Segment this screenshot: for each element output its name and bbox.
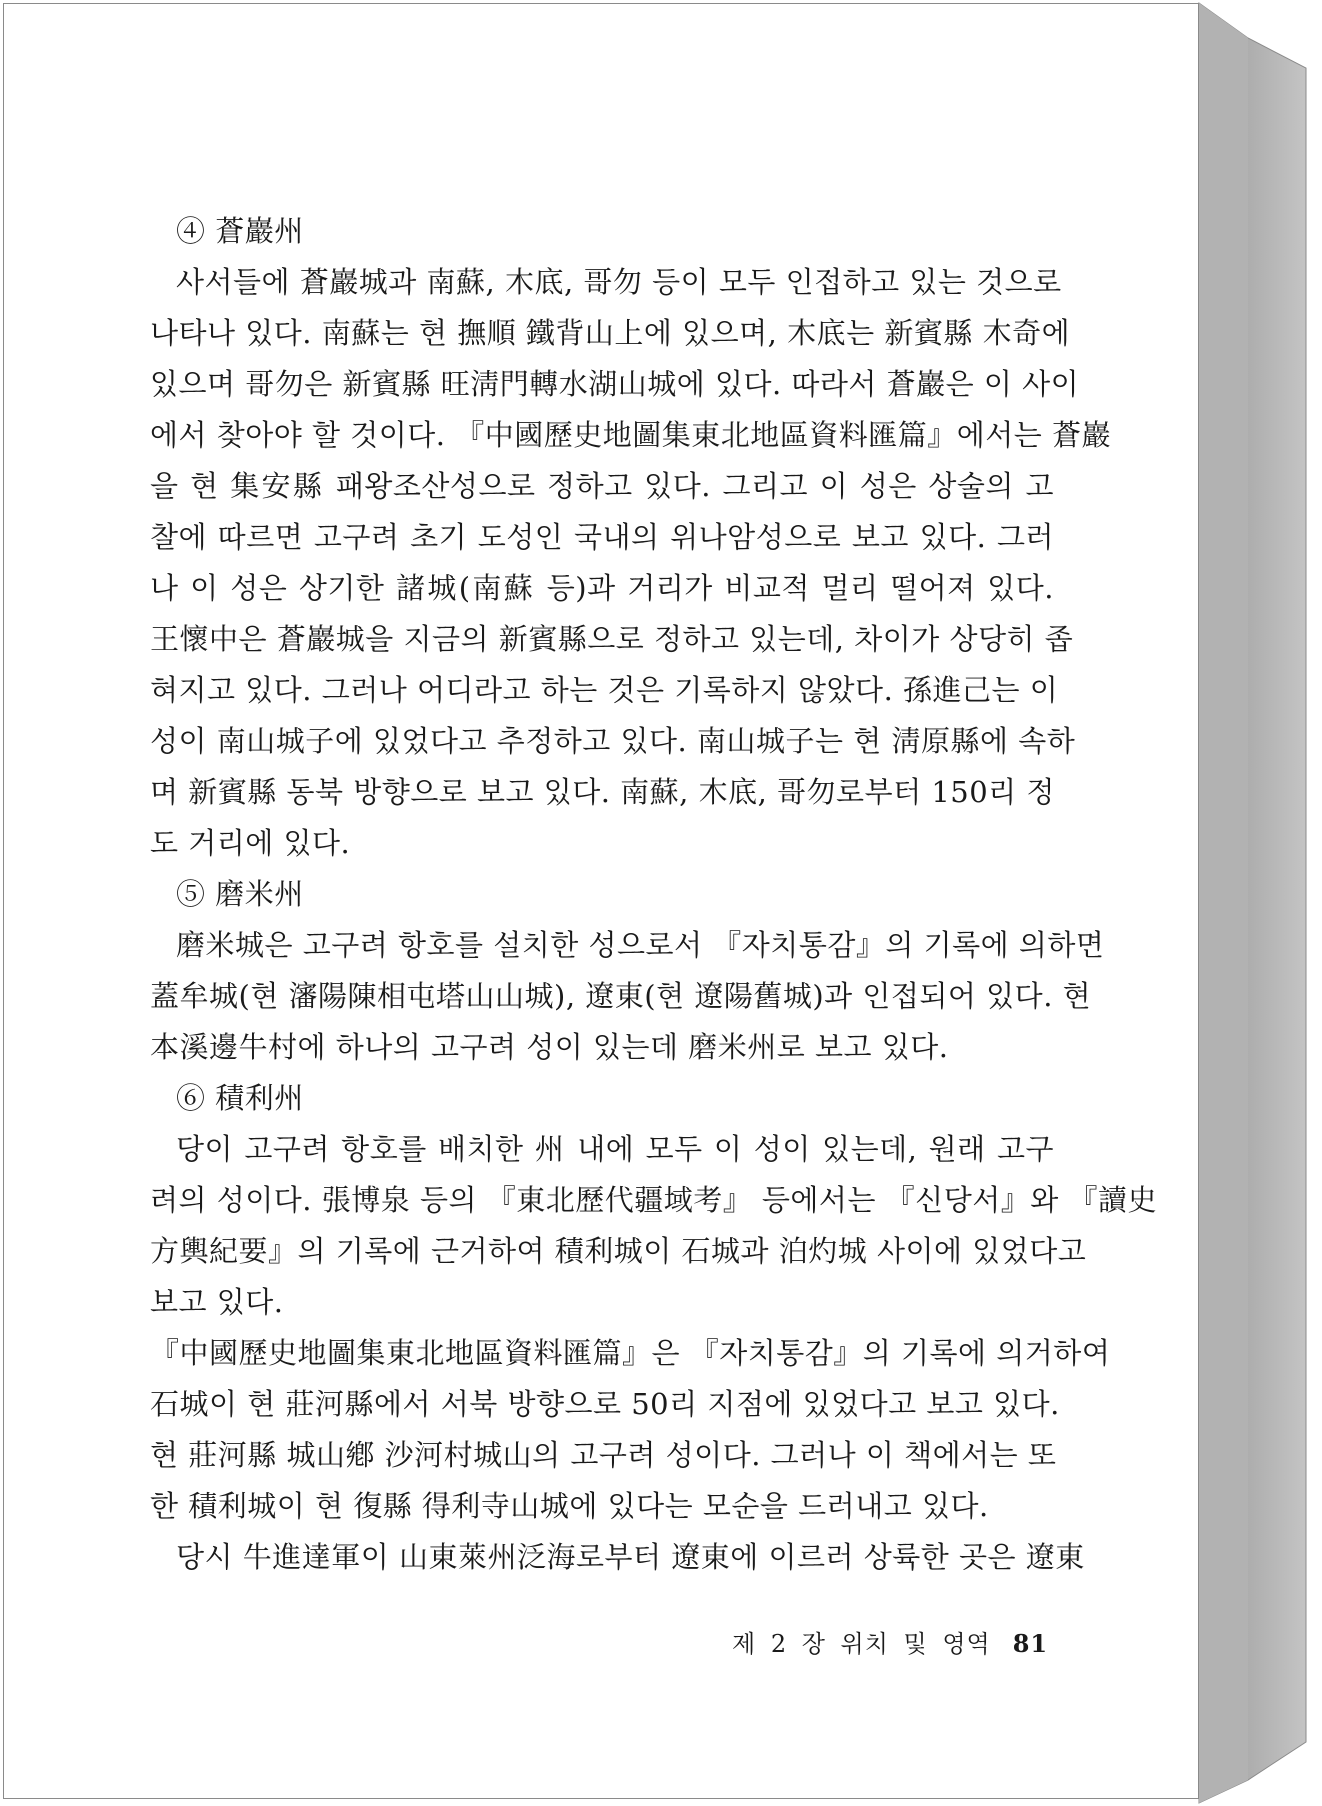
text-line: 方輿紀要』의 기록에 근거하여 積利城이 石城과 泊灼城 사이에 있었다고 <box>150 1234 1087 1268</box>
text-line: 있으며 哥勿은 新賓縣 旺淸門轉水湖山城에 있다. 따라서 蒼巖은 이 사이 <box>150 367 1080 401</box>
running-footer <box>732 1624 1048 1659</box>
chapter-title: 제 2 장 위치 및 영역 <box>732 1630 991 1658</box>
text-line: 혀지고 있다. 그러나 어디라고 하는 것은 기록하지 않았다. 孫進己는 이 <box>150 673 1059 707</box>
text-line: 『中國歷史地圖集東北地區資料匯篇』은 『자치통감』의 기록에 의거하여 <box>150 1336 1111 1370</box>
text-line: 당이 고구려 항호를 배치한 州 내에 모두 이 성이 있는데, 원래 고구 <box>176 1132 1054 1166</box>
text-line: 성이 南山城子에 있었다고 추정하고 있다. 南山城子는 현 淸原縣에 속하 <box>150 724 1076 758</box>
text-line: 을 현 集安縣 패왕조산성으로 정하고 있다. 그리고 이 성은 상술의 고 <box>150 469 1054 503</box>
text-line: 王懷中은 蒼巖城을 지금의 新賓縣으로 정하고 있는데, 차이가 상당히 좁 <box>150 622 1074 656</box>
page-number: 81 <box>1012 1629 1049 1658</box>
text-line: 찰에 따르면 고구려 초기 도성인 국내의 위나암성으로 보고 있다. 그러 <box>150 520 1054 554</box>
text-line: 사서들에 蒼巖城과 南蘇, 木底, 哥勿 등이 모두 인접하고 있는 것으로 <box>176 265 1062 299</box>
text-line: 도 거리에 있다. <box>150 826 351 860</box>
text-line: 한 積利城이 현 復縣 得利寺山城에 있다는 모순을 드러내고 있다. <box>150 1489 989 1523</box>
text-line: 나타나 있다. 南蘇는 현 撫順 鐵背山上에 있으며, 木底는 新賓縣 木奇에 <box>150 316 1071 350</box>
text-line: 石城이 현 莊河縣에서 서북 방향으로 50리 지점에 있었다고 보고 있다. <box>150 1387 1060 1421</box>
section-heading: ⑥ 積利州 <box>176 1081 304 1115</box>
section-heading: ④ 蒼巖州 <box>176 214 304 248</box>
text-line: 蓋牟城(현 瀋陽陳相屯塔山山城), 遼東(현 遼陽舊城)과 인접되어 있다. 현 <box>150 979 1092 1013</box>
body-text <box>150 206 1157 1583</box>
section-heading: ⑤ 磨米州 <box>176 877 304 911</box>
text-line: 나 이 성은 상기한 諸城(南蘇 등)과 거리가 비교적 멀리 떨어져 있다. <box>150 571 1054 605</box>
text-line: 보고 있다. <box>150 1285 284 1319</box>
text-line: 에서 찾아야 할 것이다. 『中國歷史地圖集東北地區資料匯篇』에서는 蒼巖 <box>150 418 1111 452</box>
text-line: 현 莊河縣 城山鄕 沙河村城山의 고구려 성이다. 그러나 이 책에서는 또 <box>150 1438 1057 1472</box>
text-line: 며 新賓縣 동북 방향으로 보고 있다. 南蘇, 木底, 哥勿로부터 150리 정 <box>150 775 1055 809</box>
text-line: 당시 牛進達軍이 山東萊州泛海로부터 遼東에 이르러 상륙한 곳은 遼東 <box>176 1540 1085 1574</box>
text-line: 本溪邊牛村에 하나의 고구려 성이 있는데 磨米州로 보고 있다. <box>150 1030 949 1064</box>
text-line: 려의 성이다. 張博泉 등의 『東北歷代疆域考』 등에서는 『신당서』와 『讀史 <box>150 1183 1157 1217</box>
text-line: 磨米城은 고구려 항호를 설치한 성으로서 『자치통감』의 기록에 의하면 <box>176 928 1105 962</box>
